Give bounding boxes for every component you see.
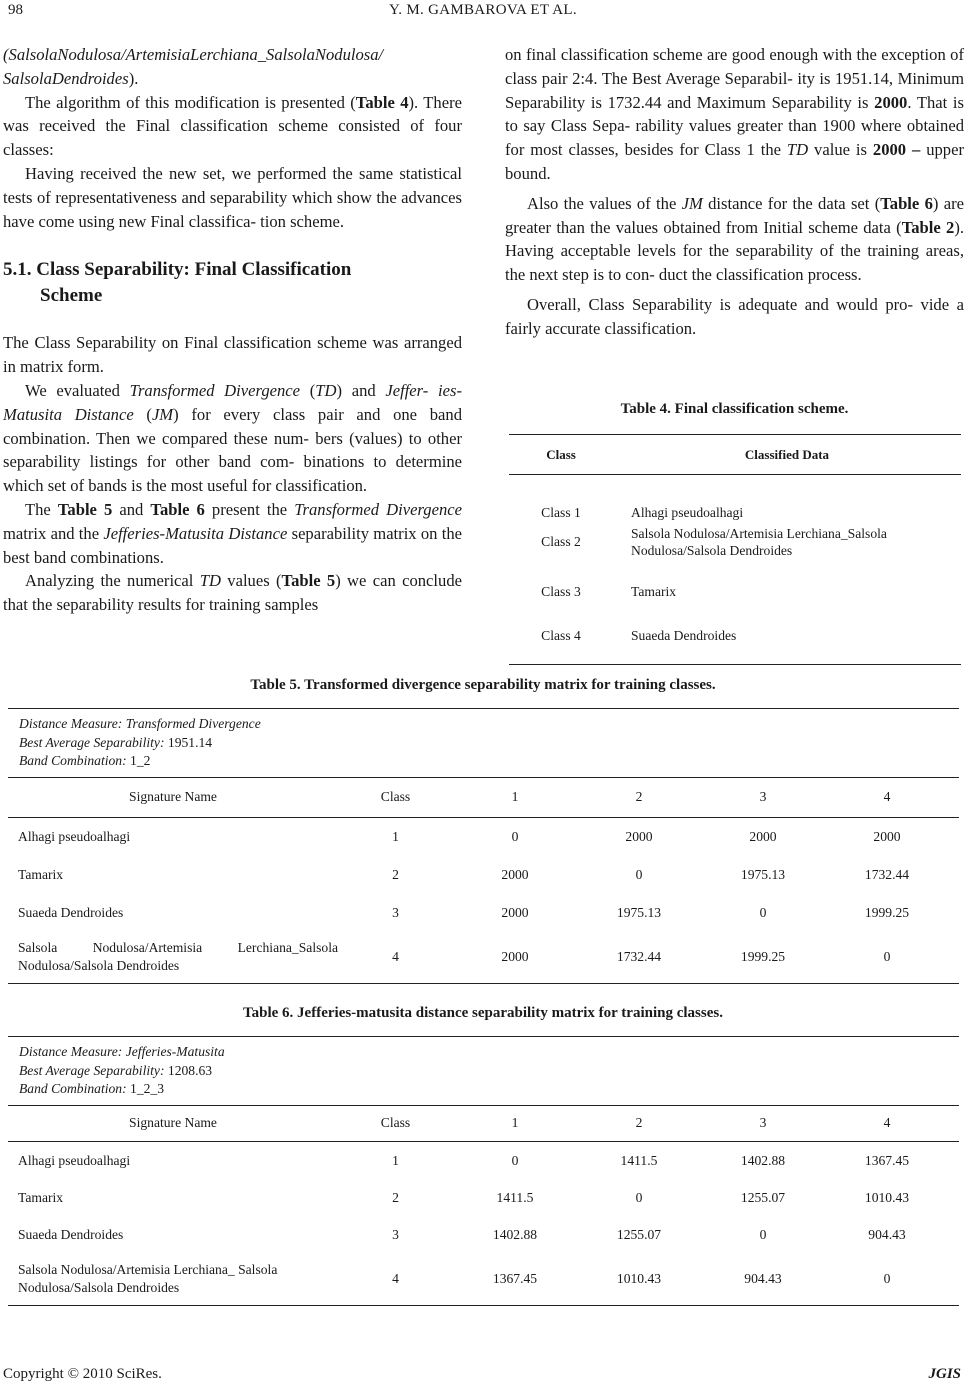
- column-header: Class: [380, 1115, 411, 1130]
- paragraph: [3, 43, 462, 91]
- table4: [509, 434, 961, 665]
- table-cell: 1402.88: [492, 1226, 538, 1242]
- bold-value: 2000 –: [872, 140, 921, 160]
- journal-name: JGIS: [928, 1366, 961, 1382]
- table-cell: Alhagi pseudoalhagi: [631, 504, 744, 520]
- text: We evaluated: [25, 380, 130, 400]
- section-heading-line: 5.1. Class Separability: Final Classification: [3, 259, 352, 281]
- italic-term: TD: [199, 571, 221, 591]
- text: Analyzing the numerical: [25, 571, 200, 591]
- table6-caption: Table 6. Jefferies-matusita distance separability matrix for training classes.: [243, 1005, 723, 1021]
- running-title: Y. M. GAMBAROVA ET AL.: [389, 2, 577, 18]
- table-cell: 1367.45: [864, 1152, 910, 1168]
- paragraph: Overall, Class Separability is adequate and would pro- vide a fairly accurate classification.: [505, 294, 964, 338]
- italic-term: TD: [786, 140, 809, 160]
- text: separability matrix on the best band combinations.: [3, 523, 462, 567]
- text: ) and: [336, 380, 386, 400]
- text: ) for every class pair and one band combination. Then we compared these num- bers (values) to other separability listings for other band com- binations to determine which set of bands is the most useful for classification.: [3, 404, 462, 496]
- text: (: [300, 380, 316, 400]
- table-cell: 1732.44: [864, 866, 910, 882]
- table-row: [8, 1216, 959, 1254]
- text: distance for the data set (: [702, 193, 881, 213]
- meta-line: Best Average Separability: 1208.63: [19, 1062, 213, 1078]
- italic-term: Transformed Divergence: [294, 499, 462, 519]
- column-header: 1: [511, 789, 519, 804]
- table-cell: 0: [635, 1189, 643, 1205]
- meta-label: Best Average Separability: [19, 1062, 160, 1078]
- table4-caption: Table 4. Final classification scheme.: [620, 401, 849, 417]
- table-row: [8, 856, 959, 894]
- table-cell: 2: [392, 866, 399, 882]
- table-cell: 1010.43: [864, 1189, 910, 1205]
- column-header: 2: [635, 789, 643, 804]
- text: ). There was received the Final classification scheme consisted of four classes:: [3, 92, 462, 160]
- table-cell: 2000: [873, 828, 901, 844]
- table-cell: Salsola Nodulosa/Artemisia Lerchiana_Salsola Nodulosa/Salsola Dendroides: [631, 525, 887, 558]
- table-header-row: [8, 778, 959, 818]
- table-cell: 2: [392, 1189, 399, 1205]
- column-header: 3: [759, 1115, 767, 1130]
- text: matrix and the: [3, 523, 104, 543]
- copyright: Copyright © 2010 SciRes.: [3, 1366, 162, 1382]
- table-row: [509, 616, 961, 656]
- table-cell: 4: [392, 949, 399, 964]
- table-cell: 1: [392, 1152, 399, 1168]
- column-header: 4: [883, 1115, 891, 1130]
- table-cell: Suaeda Dendroides: [631, 628, 737, 644]
- meta-line: Distance Measure: Transformed Divergence: [19, 716, 261, 731]
- table-ref: Table 6: [150, 499, 205, 519]
- table-cell: 1732.44: [616, 949, 662, 964]
- table-cell: 1999.25: [740, 949, 786, 964]
- table-cell: Suaeda Dendroides: [18, 1226, 124, 1242]
- left-column: [3, 43, 462, 617]
- text: (: [133, 404, 152, 424]
- text: The algorithm of this modification is presented (: [25, 92, 356, 112]
- table-cell: 1975.13: [616, 904, 662, 920]
- table-cell: 0: [883, 949, 891, 964]
- text: ). Having acceptable levels for the separability of the training areas, the next step is to con- duct the classification process.: [505, 217, 964, 285]
- italic-term: Jeffer- ies-Matusita Distance: [3, 380, 462, 424]
- paragraph: Having received the new set, we performed the same statistical tests of representativeness and separability which show the advances have come using new Final classifica- tion scheme.: [3, 163, 462, 231]
- column-header: Class: [546, 446, 576, 462]
- meta-line: Band Combination: 1_2_3: [19, 1081, 165, 1096]
- table-ref: Table 4: [355, 92, 409, 112]
- right-column: [505, 43, 964, 341]
- table-cell: Tamarix: [631, 584, 677, 600]
- meta-value: 1951.14: [167, 734, 213, 750]
- column-header: 1: [511, 1115, 519, 1130]
- table-cell: 2000: [501, 949, 529, 964]
- column-header: Signature Name: [129, 1115, 217, 1130]
- column-header: Classified Data: [744, 446, 830, 462]
- table-cell: 2000: [625, 828, 653, 844]
- table-cell: 1010.43: [616, 1271, 662, 1286]
- table-ref: Table 6: [880, 193, 933, 213]
- table-cell: Class 1: [541, 504, 581, 520]
- text: ) we can conclude that the separability results for training samples: [3, 571, 462, 615]
- meta-label: Band Combination: [19, 1081, 123, 1096]
- table-row: [8, 1180, 959, 1216]
- table-meta: [8, 708, 959, 778]
- text: value is: [808, 140, 873, 160]
- table5-caption: Table 5. Transformed divergence separability matrix for training classes.: [250, 677, 716, 693]
- table-cell: 3: [392, 904, 399, 920]
- table6: [8, 1036, 959, 1306]
- table-cell: 2000: [501, 866, 529, 882]
- meta-value: Jefferies-Matusita: [125, 1044, 225, 1059]
- table-cell: 1411.5: [496, 1189, 534, 1205]
- table-header-row: [8, 1106, 959, 1142]
- table-cell: 1367.45: [492, 1271, 538, 1286]
- table-cell: 1255.07: [740, 1189, 786, 1205]
- meta-line: Distance Measure: Jefferies-Matusita: [19, 1044, 225, 1059]
- text: present the: [204, 499, 295, 519]
- table-cell: Tamarix: [18, 866, 64, 882]
- table-cell: Salsola Nodulosa/Artemisia Lerchiana_ Salsola Nodulosa/Salsola Dendroides: [18, 1262, 278, 1295]
- table5: [8, 708, 959, 984]
- meta-line: Band Combination: 1_2: [19, 753, 151, 768]
- table-cell: Alhagi pseudoalhagi: [18, 828, 131, 844]
- table-ref: Table 2: [901, 217, 955, 237]
- table-cell: 1999.25: [864, 904, 910, 920]
- meta-value: 1_2_3: [130, 1081, 165, 1096]
- table-cell: 1: [392, 828, 399, 844]
- table-cell: 4: [392, 1271, 399, 1286]
- italic-term: Transformed Divergence: [129, 380, 301, 400]
- meta-value: 1_2: [130, 753, 151, 768]
- paragraph: [505, 43, 964, 186]
- table-meta: [8, 1036, 959, 1106]
- table-ref: Table 5: [57, 499, 113, 519]
- italic-term: JM: [151, 404, 174, 424]
- italic-term: TD: [315, 380, 337, 400]
- text: The: [25, 499, 58, 519]
- text: on final classification scheme are good enough with the exception of class pair 2:4. The Best Average Separabil- ity is 1951.14, Minimum Separability is 1732.44 and Maximum Separability is: [505, 45, 964, 112]
- column-header: 2: [635, 1115, 643, 1130]
- table-cell: 3: [392, 1226, 399, 1242]
- paragraph: The Class Separability on Final classification scheme was arranged in matrix form.: [3, 333, 462, 377]
- table-cell: Tamarix: [18, 1189, 64, 1205]
- table-cell: Salsola Nodulosa/Artemisia Lerchiana_Salsola Nodulosa/Salsola Dendroides: [18, 940, 338, 973]
- meta-value: Transformed Divergence: [125, 716, 261, 731]
- table-cell: 2000: [501, 904, 529, 920]
- column-header: 4: [883, 789, 891, 804]
- italic-term: Jefferies-Matusita Distance: [103, 523, 288, 543]
- table-cell: 1975.13: [740, 866, 786, 882]
- italic-text: (SalsolaNodulosa/ArtemisiaLerchiana_SalsolaNodulosa/ SalsolaDendroides: [3, 45, 384, 88]
- table-cell: 0: [759, 904, 767, 920]
- meta-label: Distance Measure: [19, 1044, 118, 1059]
- column-header: Class: [380, 789, 411, 804]
- meta-label: Band Combination: [19, 753, 123, 768]
- table-cell: 1402.88: [740, 1152, 786, 1168]
- table-cell: 0: [759, 1226, 767, 1242]
- text: ) are greater than the values obtained from Initial scheme data (: [505, 193, 964, 237]
- paragraph: [3, 379, 462, 498]
- text: ).: [128, 68, 139, 88]
- table-cell: 904.43: [868, 1226, 906, 1242]
- meta-label: Distance Measure: [19, 716, 118, 731]
- table-row: [509, 568, 961, 616]
- table-row: [8, 1254, 959, 1306]
- table-row: [8, 932, 959, 984]
- table-cell: 0: [635, 866, 643, 882]
- meta-line: Best Average Separability: 1951.14: [19, 734, 213, 750]
- table-row: [8, 818, 959, 856]
- section-heading: [3, 257, 462, 309]
- table-cell: 1255.07: [616, 1226, 662, 1242]
- section-heading-line: Scheme: [40, 285, 103, 307]
- italic-term: JM: [681, 193, 703, 213]
- paragraph: [3, 498, 462, 569]
- table-cell: 1411.5: [620, 1152, 658, 1168]
- table-cell: Class 3: [541, 584, 581, 599]
- text: Also the values of the: [527, 193, 682, 213]
- table-cell: Class 4: [541, 628, 581, 643]
- table-ref: Table 5: [281, 571, 336, 591]
- table-cell: Suaeda Dendroides: [18, 904, 124, 920]
- table-cell: Class 2: [541, 534, 581, 549]
- table-cell: 0: [511, 1152, 519, 1168]
- table-cell: 2000: [749, 828, 777, 844]
- bold-value: 2000: [874, 92, 908, 112]
- table-row: [8, 1142, 959, 1180]
- meta-label: Best Average Separability: [19, 734, 160, 750]
- text: upper bound.: [505, 140, 964, 183]
- table-row: [8, 894, 959, 932]
- page-header: [0, 0, 966, 24]
- table-cell: 904.43: [744, 1271, 782, 1286]
- meta-value: 1208.63: [167, 1062, 213, 1078]
- table-cell: 0: [883, 1271, 891, 1286]
- paragraph: [505, 192, 964, 287]
- column-header: 3: [759, 789, 767, 804]
- table-header-row: [509, 435, 961, 475]
- paragraph: [3, 569, 462, 617]
- text: and: [112, 499, 151, 519]
- table-row: [509, 525, 961, 558]
- paragraph: [3, 91, 462, 162]
- table-cell: 0: [511, 828, 519, 844]
- table-cell: Alhagi pseudoalhagi: [18, 1152, 131, 1168]
- text: values (: [220, 571, 282, 591]
- page-number: 98: [8, 2, 23, 18]
- text: . That is to say Class Sepa- rability values greater than 1900 where obtained for most classes, besides for Class 1 the: [505, 92, 964, 160]
- column-header: Signature Name: [129, 789, 217, 804]
